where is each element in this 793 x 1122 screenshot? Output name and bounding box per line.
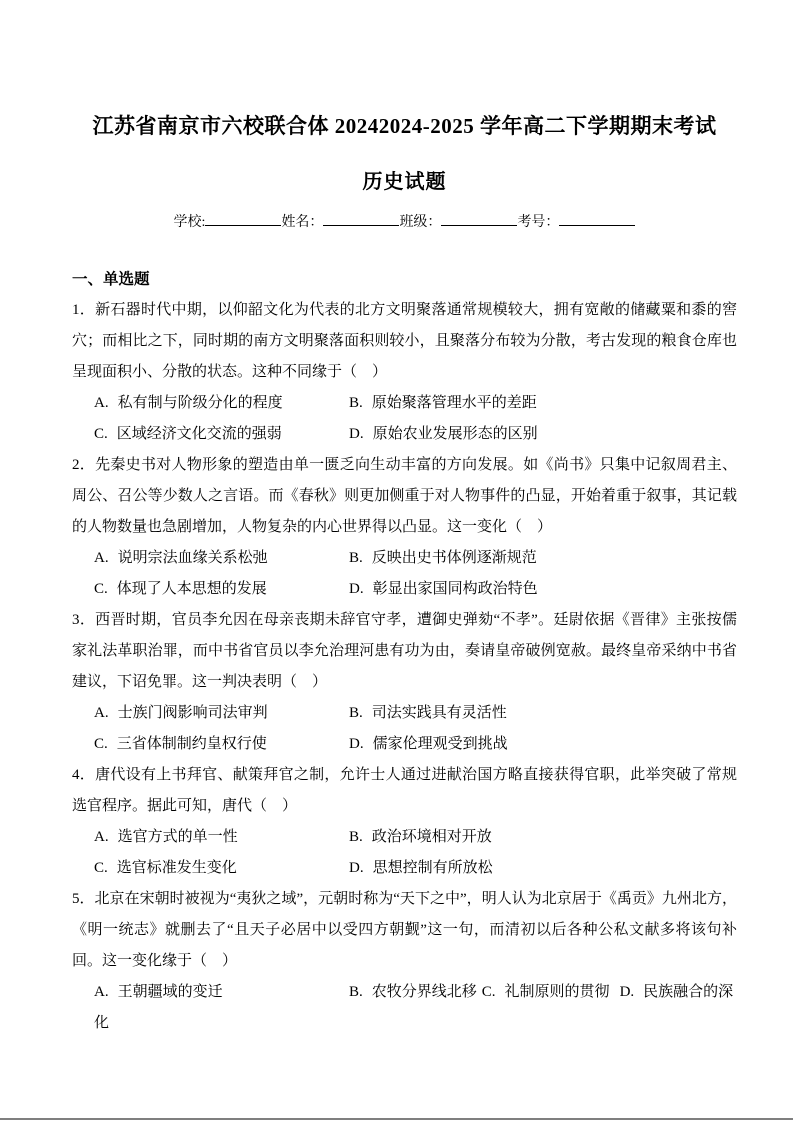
question-1-options-row-ab xyxy=(72,388,737,419)
question-2-options-row-cd xyxy=(72,574,737,605)
question-4-option-a: A. 选官方式的单一性 xyxy=(94,829,238,845)
question-5-option-d: D. 民族融合的深化 xyxy=(94,984,734,1031)
question-4-options-row-ab xyxy=(72,822,737,853)
examno-field xyxy=(517,211,635,234)
school-field xyxy=(174,211,282,234)
class-blank-line xyxy=(441,211,517,226)
question-2-option-d: D. 彰显出家国同构政治特色 xyxy=(349,581,538,597)
question-2-options-row-ab xyxy=(72,543,737,574)
question-5-options-line xyxy=(72,977,737,1039)
question-3-options-row-cd xyxy=(72,729,737,760)
question-5-option-b: B. 农牧分界线北移 xyxy=(349,984,477,1000)
question-3 xyxy=(72,605,737,760)
question-5-stem: 5．北京在宋朝时被视为“夷狄之域”，元朝时称为“天下之中”，明人认为北京居于《禹贡》九州北方，《明一统志》就删去了“且天子必居中以受四方朝觐”这一句，而清初以后各种公私文献多将该句补回。这一变化缘于（ ） xyxy=(72,891,737,969)
name-label: 姓名： xyxy=(281,215,324,230)
question-1-options-row-cd xyxy=(72,419,737,450)
exam-subtitle: 历史试题 xyxy=(362,171,447,193)
question-3-stem: 3．西晋时期，官员李允因在母亲丧期未辞官守孝，遭御史弹劾“不孝”。廷尉依据《晋律》主张按儒家礼法革职治罪，而中书省官员以李允治理河患有功为由，奏请皇帝破例宽赦。最终皇帝采纳中书省建议，下诏免罪。这一判决表明（ ） xyxy=(72,612,737,690)
question-5 xyxy=(72,884,737,1039)
question-3-option-d: D. 儒家伦理观受到挑战 xyxy=(349,736,508,752)
question-3-option-a: A. 士族门阀影响司法审判 xyxy=(94,705,268,721)
question-1-stem: 1．新石器时代中期，以仰韶文化为代表的北方文明聚落通常规模较大，拥有宽敞的储藏粟和黍的窖穴；而相比之下，同时期的南方文明聚落面积则较小，且聚落分布较为分散，考古发现的粮食仓库也呈现面积小、分散的状态。这种不同缘于（ ） xyxy=(72,302,737,380)
question-1-option-a: A. 私有制与阶级分化的程度 xyxy=(94,395,283,411)
name-blank-line xyxy=(323,211,399,226)
exam-title: 江苏省南京市六校联合体 20242024-2025 学年高二下学期期末考试 xyxy=(92,114,717,138)
question-1 xyxy=(72,295,737,450)
question-3-option-c: C. 三省体制制约皇权行使 xyxy=(94,736,267,752)
class-label: 班级： xyxy=(399,215,442,230)
school-label: 学校: xyxy=(173,215,206,230)
page-bottom-divider xyxy=(0,1118,793,1120)
question-3-options-row-ab xyxy=(72,698,737,729)
question-2-option-c: C. 体现了人本思想的发展 xyxy=(94,581,267,597)
question-1-option-b: B. 原始聚落管理水平的差距 xyxy=(349,395,537,411)
name-field xyxy=(281,211,399,234)
class-field xyxy=(399,211,517,234)
school-blank-line xyxy=(205,211,281,226)
question-3-option-b: B. 司法实践具有灵活性 xyxy=(349,705,507,721)
examno-blank-line xyxy=(559,211,635,226)
question-4-stem: 4．唐代设有上书拜官、献策拜官之制，允许士人通过进献治国方略直接获得官职，此举突破了常规选官程序。据此可知，唐代（ ） xyxy=(72,767,737,814)
question-4-option-c: C. 选官标准发生变化 xyxy=(94,860,237,876)
student-info-line xyxy=(72,211,737,234)
question-4-option-b: B. 政治环境相对开放 xyxy=(349,829,492,845)
section-heading-single-choice: 一、单选题 xyxy=(72,271,150,288)
question-1-option-d: D. 原始农业发展形态的区别 xyxy=(349,426,538,442)
question-2 xyxy=(72,450,737,605)
question-2-stem: 2．先秦史书对人物形象的塑造由单一匮乏向生动丰富的方向发展。如《尚书》只集中记叙周君主、周公、召公等少数人之言语。而《春秋》则更加侧重于对人物事件的凸显，开始着重于叙事，其记载的人物数量也急剧增加，人物复杂的内心世界得以凸显。这一变化（ ） xyxy=(72,457,737,535)
question-4 xyxy=(72,760,737,884)
examno-label: 考号： xyxy=(517,215,560,230)
question-2-option-b: B. 反映出史书体例逐渐规范 xyxy=(349,550,537,566)
question-4-option-d: D. 思想控制有所放松 xyxy=(349,860,493,876)
question-5-option-c: C. 礼制原则的贯彻 xyxy=(481,984,610,1000)
question-2-option-a: A. 说明宗法血缘关系松弛 xyxy=(94,550,268,566)
question-1-option-c: C. 区域经济文化交流的强弱 xyxy=(94,426,282,442)
question-5-option-a: A. 王朝疆域的变迁 xyxy=(94,984,223,1000)
question-4-options-row-cd xyxy=(72,853,737,884)
